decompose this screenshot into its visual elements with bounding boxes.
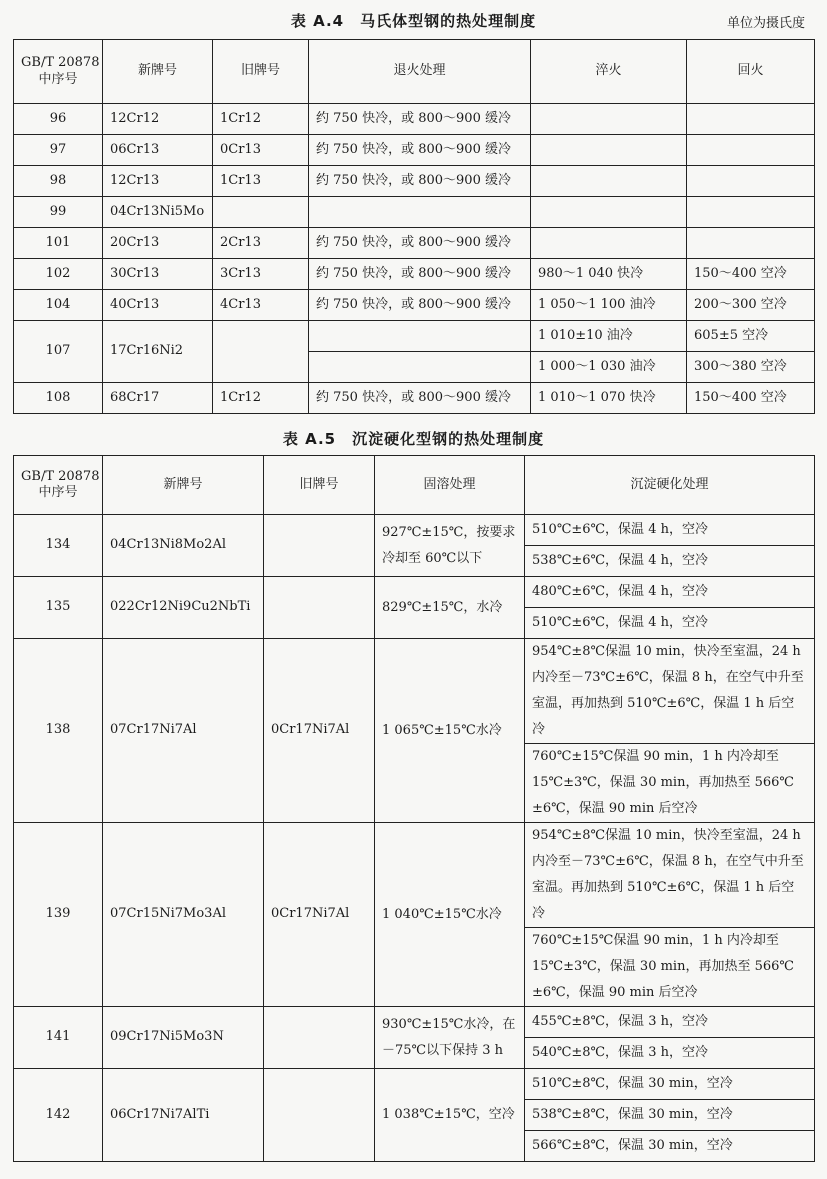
header-solution: 固溶处理 xyxy=(375,456,525,515)
cell-new-grade: 09Cr17Ni5Mo3N xyxy=(103,1007,264,1069)
cell-quenching xyxy=(531,166,687,197)
cell-solution: 1 038℃±15℃，空冷 xyxy=(375,1069,525,1162)
table-row xyxy=(14,197,815,228)
cell-seq: 98 xyxy=(14,166,103,197)
header-new-grade: 新牌号 xyxy=(103,40,213,104)
cell-seq: 102 xyxy=(14,259,103,290)
header-annealing: 退火处理 xyxy=(309,40,531,104)
cell-precipitation: 480℃±6℃，保温 4 h，空冷 xyxy=(525,577,815,608)
header-seq: GB/T 20878 中序号 xyxy=(14,456,103,515)
cell-quenching: 1 000～1 030 油冷 xyxy=(531,352,687,383)
cell-seq: 138 xyxy=(14,639,103,823)
cell-new-grade: 022Cr12Ni9Cu2NbTi xyxy=(103,577,264,639)
table-row xyxy=(14,1069,815,1100)
cell-seq: 108 xyxy=(14,383,103,414)
cell-quenching: 980～1 040 快冷 xyxy=(531,259,687,290)
cell-precipitation: 510℃±6℃，保温 4 h，空冷 xyxy=(525,608,815,639)
cell-quenching xyxy=(531,104,687,135)
cell-old-grade xyxy=(264,1069,375,1162)
table-row xyxy=(14,135,815,166)
cell-old-grade xyxy=(264,1007,375,1069)
table-a5-header-row xyxy=(14,456,815,515)
cell-new-grade: 04Cr13Ni8Mo2Al xyxy=(103,515,264,577)
cell-solution: 927℃±15℃，按要求冷却至 60℃以下 xyxy=(375,515,525,577)
cell-tempering xyxy=(687,166,815,197)
cell-annealing xyxy=(309,352,531,383)
cell-new-grade: 12Cr13 xyxy=(103,166,213,197)
cell-new-grade: 40Cr13 xyxy=(103,290,213,321)
cell-new-grade: 12Cr12 xyxy=(103,104,213,135)
cell-seq: 96 xyxy=(14,104,103,135)
cell-tempering xyxy=(687,135,815,166)
cell-quenching: 1 050～1 100 油冷 xyxy=(531,290,687,321)
header-old-grade: 旧牌号 xyxy=(213,40,309,104)
cell-solution: 829℃±15℃，水冷 xyxy=(375,577,525,639)
cell-quenching xyxy=(531,135,687,166)
cell-precipitation: 760℃±15℃保温 90 min，1 h 内冷却至 15℃±3℃，保温 30 min，再加热至 566℃±6℃，保温 90 min 后空冷 xyxy=(525,744,815,823)
cell-annealing xyxy=(309,197,531,228)
cell-quenching: 1 010±10 油冷 xyxy=(531,321,687,352)
cell-tempering: 605±5 空冷 xyxy=(687,321,815,352)
cell-seq: 139 xyxy=(14,823,103,1007)
table-row xyxy=(14,577,815,608)
header-old-grade: 旧牌号 xyxy=(264,456,375,515)
cell-annealing: 约 750 快冷，或 800～900 缓冷 xyxy=(309,259,531,290)
cell-new-grade: 20Cr13 xyxy=(103,228,213,259)
cell-old-grade: 3Cr13 xyxy=(213,259,309,290)
cell-solution: 1 065℃±15℃水冷 xyxy=(375,639,525,823)
table-row xyxy=(14,515,815,546)
table-a5 xyxy=(13,455,815,1162)
table-row xyxy=(14,321,815,352)
cell-old-grade: 4Cr13 xyxy=(213,290,309,321)
cell-old-grade: 2Cr13 xyxy=(213,228,309,259)
cell-tempering: 150～400 空冷 xyxy=(687,259,815,290)
cell-precipitation: 954℃±8℃保温 10 min，快冷至室温，24 h内冷至－73℃±6℃，保温 8 h，在空气中升至室温，再加热到 510℃±6℃，保温 1 h 后空冷 xyxy=(525,639,815,744)
cell-old-grade xyxy=(264,577,375,639)
cell-annealing: 约 750 快冷，或 800～900 缓冷 xyxy=(309,290,531,321)
cell-old-grade xyxy=(213,197,309,228)
header-new-grade: 新牌号 xyxy=(103,456,264,515)
cell-annealing: 约 750 快冷，或 800～900 缓冷 xyxy=(309,228,531,259)
table-a5-caption: 表 A.5 沉淀硬化型钢的热处理制度 xyxy=(282,430,545,448)
cell-quenching xyxy=(531,197,687,228)
unit-label: 单位为摄氏度 xyxy=(726,16,805,31)
cell-old-grade: 1Cr13 xyxy=(213,166,309,197)
table-row xyxy=(14,639,815,744)
cell-new-grade: 68Cr17 xyxy=(103,383,213,414)
cell-old-grade: 1Cr12 xyxy=(213,104,309,135)
cell-seq: 142 xyxy=(14,1069,103,1162)
cell-seq: 134 xyxy=(14,515,103,577)
cell-precipitation: 540℃±8℃，保温 3 h，空冷 xyxy=(525,1038,815,1069)
table-row xyxy=(14,1007,815,1038)
cell-solution: 930℃±15℃水冷，在－75℃以下保持 3 h xyxy=(375,1007,525,1069)
header-seq: GB/T 20878 中序号 xyxy=(14,40,103,104)
cell-new-grade: 07Cr17Ni7Al xyxy=(103,639,264,823)
cell-new-grade: 06Cr13 xyxy=(103,135,213,166)
cell-seq: 107 xyxy=(14,321,103,383)
cell-old-grade: 0Cr13 xyxy=(213,135,309,166)
cell-seq: 104 xyxy=(14,290,103,321)
cell-new-grade: 04Cr13Ni5Mo xyxy=(103,197,213,228)
table-a4 xyxy=(13,39,815,414)
table-row xyxy=(14,823,815,928)
table-a4-caption: 表 A.4 马氏体型钢的热处理制度 xyxy=(290,12,537,30)
cell-precipitation: 760℃±15℃保温 90 min，1 h 内冷却至 15℃±3℃，保温 30 min，再加热至 566℃±6℃，保温 90 min 后空冷 xyxy=(525,928,815,1007)
cell-tempering xyxy=(687,197,815,228)
table-row xyxy=(14,104,815,135)
table-row xyxy=(14,259,815,290)
cell-new-grade: 06Cr17Ni7AlTi xyxy=(103,1069,264,1162)
header-tempering: 回火 xyxy=(687,40,815,104)
cell-precipitation: 510℃±8℃，保温 30 min，空冷 xyxy=(525,1069,815,1100)
header-precipitation: 沉淀硬化处理 xyxy=(525,456,815,515)
cell-tempering: 300～380 空冷 xyxy=(687,352,815,383)
cell-annealing xyxy=(309,321,531,352)
cell-tempering: 150～400 空冷 xyxy=(687,383,815,414)
cell-precipitation: 538℃±6℃，保温 4 h，空冷 xyxy=(525,546,815,577)
cell-old-grade: 0Cr17Ni7Al xyxy=(264,823,375,1007)
cell-tempering: 200～300 空冷 xyxy=(687,290,815,321)
table-row xyxy=(14,383,815,414)
cell-precipitation: 455℃±8℃，保温 3 h，空冷 xyxy=(525,1007,815,1038)
cell-new-grade: 17Cr16Ni2 xyxy=(103,321,213,383)
cell-tempering xyxy=(687,104,815,135)
cell-seq: 135 xyxy=(14,577,103,639)
table-row xyxy=(14,228,815,259)
header-quenching: 淬火 xyxy=(531,40,687,104)
cell-new-grade: 07Cr15Ni7Mo3Al xyxy=(103,823,264,1007)
cell-new-grade: 30Cr13 xyxy=(103,259,213,290)
cell-solution: 1 040℃±15℃水冷 xyxy=(375,823,525,1007)
cell-annealing: 约 750 快冷，或 800～900 缓冷 xyxy=(309,383,531,414)
cell-seq: 99 xyxy=(14,197,103,228)
cell-tempering xyxy=(687,228,815,259)
cell-quenching xyxy=(531,228,687,259)
cell-old-grade xyxy=(264,515,375,577)
table-row xyxy=(14,166,815,197)
cell-precipitation: 510℃±6℃，保温 4 h，空冷 xyxy=(525,515,815,546)
cell-annealing: 约 750 快冷，或 800～900 缓冷 xyxy=(309,104,531,135)
cell-quenching: 1 010～1 070 快冷 xyxy=(531,383,687,414)
table-a4-header-row xyxy=(14,40,815,104)
cell-seq: 141 xyxy=(14,1007,103,1069)
cell-precipitation: 954℃±8℃保温 10 min，快冷至室温，24 h内冷至－73℃±6℃，保温 8 h，在空气中升至室温。再加热到 510℃±6℃，保温 1 h 后空冷 xyxy=(525,823,815,928)
cell-seq: 101 xyxy=(14,228,103,259)
cell-old-grade: 0Cr17Ni7Al xyxy=(264,639,375,823)
cell-annealing: 约 750 快冷，或 800～900 缓冷 xyxy=(309,135,531,166)
cell-annealing: 约 750 快冷，或 800～900 缓冷 xyxy=(309,166,531,197)
cell-precipitation: 538℃±8℃，保温 30 min，空冷 xyxy=(525,1100,815,1131)
cell-precipitation: 566℃±8℃，保温 30 min，空冷 xyxy=(525,1131,815,1162)
cell-seq: 97 xyxy=(14,135,103,166)
table-row xyxy=(14,290,815,321)
cell-old-grade xyxy=(213,321,309,383)
cell-old-grade: 1Cr12 xyxy=(213,383,309,414)
